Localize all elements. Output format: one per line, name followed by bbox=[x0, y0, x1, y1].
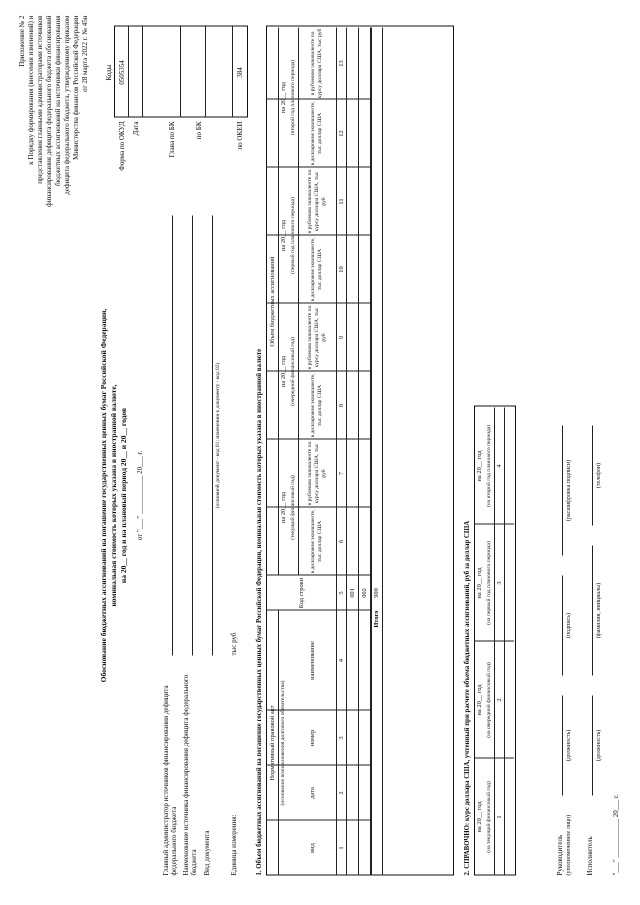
rate-year-1: на 20__ год bbox=[475, 801, 483, 832]
total-label: Итого bbox=[372, 610, 380, 628]
appendix-line1: Приложение № 2 bbox=[18, 15, 26, 67]
year-4-header: на 20__ год bbox=[279, 81, 287, 113]
executor-phone-field[interactable] bbox=[592, 425, 593, 525]
usd-header-1: в долларовом эквиваленте, тыс доллар США bbox=[310, 509, 323, 573]
codes-box bbox=[114, 25, 248, 117]
signature-date: "___" ___________ 20___ г. bbox=[612, 793, 620, 875]
col-num-12: 12 bbox=[337, 129, 345, 137]
doctype-field[interactable] bbox=[212, 215, 213, 655]
appendix-line3: представления главными администраторами источников bbox=[36, 15, 44, 184]
rate-table bbox=[474, 405, 516, 875]
usd-header-2: в долларовом эквиваленте, тыс доллар США bbox=[310, 373, 323, 437]
head-decode-field[interactable] bbox=[562, 425, 563, 555]
title-date: от "___" ___________ 20___ г. bbox=[136, 450, 144, 540]
section1-title: 1. Объем бюджетных ассигнований на погашение государственных ценных бумаг Российской Федерации, номинальная стоимость которых указана в иностранной валюте bbox=[256, 348, 263, 875]
rate-year-sub-4: (на второй год планового периода) bbox=[485, 424, 492, 507]
bk-label2: по БК bbox=[195, 121, 203, 139]
col-name: наименование bbox=[308, 640, 316, 680]
total-bottom bbox=[382, 27, 383, 875]
rate-year-2: на 20__ год bbox=[475, 684, 483, 715]
rate-year-4: на 20__ год bbox=[475, 450, 483, 481]
appendix-line2: к Порядку формирования (внесения изменений) и bbox=[27, 15, 35, 165]
year-2-header: на 20__ год bbox=[279, 355, 287, 387]
year-3-header: на 20__ год bbox=[279, 219, 287, 251]
appendix-line5: бюджетных ассигнований на источники финансирования bbox=[54, 15, 62, 186]
executor-phone-caption: (телефон) bbox=[596, 462, 602, 488]
head-sub: (уполномоченное лицо) bbox=[566, 814, 572, 875]
appendix-line6: дефицита федерального бюджета, утвержденному приказом bbox=[63, 15, 71, 195]
executor-fio-field[interactable] bbox=[592, 545, 593, 675]
rate-num-2: 2 bbox=[495, 697, 503, 702]
npa-header: Нормативный правовой акт bbox=[268, 705, 276, 780]
head-position-field[interactable] bbox=[562, 695, 563, 795]
rate-year-sub-2: (на очередной финансовый год) bbox=[485, 661, 492, 738]
col-num-10: 10 bbox=[337, 265, 345, 273]
year-4-subheader: (второй год планового периода) bbox=[289, 59, 296, 135]
executor-position-caption: (должность) bbox=[596, 729, 602, 761]
year-1-subheader: (текущий финансовый год) bbox=[289, 474, 296, 540]
rate-table-line bbox=[504, 407, 505, 875]
col-num-8: 8 bbox=[337, 403, 345, 407]
usd-header-3: в долларовом эквиваленте, тыс доллар США bbox=[310, 237, 323, 301]
section2-title: 2. СПРАВОЧНО: курс доллара США, учтенный при расчете объема бюджетных ассигнований, руб за доллар США bbox=[464, 520, 471, 875]
okud-label: Форма по ОКУД bbox=[118, 121, 126, 171]
rate-num-4: 4 bbox=[495, 463, 503, 468]
col-num-1: 1 bbox=[337, 845, 345, 850]
rub-header-1: в рублевом эквиваленте по курсу доллара США, тыс руб bbox=[306, 441, 327, 505]
okei-label: по ОКЕИ bbox=[236, 121, 244, 150]
admin-label: Главный администратор источников финансирования дефицита федерального бюджета bbox=[162, 684, 178, 875]
unit-value: тыс руб bbox=[230, 632, 238, 655]
rate-year-sub-3: (на первый год планового периода) bbox=[485, 540, 492, 625]
col-num-5: 5 bbox=[337, 590, 345, 595]
rub-header-4: в рублевом эквиваленте по курсу доллара США, тыс руб bbox=[310, 28, 323, 98]
head-signature-field[interactable] bbox=[562, 575, 563, 675]
executor-position-field[interactable] bbox=[592, 695, 593, 795]
row2-top bbox=[358, 27, 359, 875]
title-line3: на 20__ год и на плановый период 20__ и 20__ годов bbox=[119, 407, 128, 583]
date-label: Дата bbox=[132, 121, 140, 135]
col-num-2: 2 bbox=[337, 790, 345, 795]
rate-num-1: 1 bbox=[495, 814, 503, 819]
col-date: дата bbox=[308, 786, 316, 799]
appendix-line7: Министерства финансов Российской Федерации bbox=[72, 15, 80, 160]
volume-header: Объем бюджетных ассигнований bbox=[268, 255, 276, 347]
executor-fio-caption: (фамилия, инициалы) bbox=[596, 582, 602, 638]
col-number: номер bbox=[308, 729, 316, 746]
year-2-subheader: (очередной финансовый год) bbox=[289, 336, 296, 406]
admin-field[interactable] bbox=[172, 215, 173, 655]
rate-year-sub-1: (на текущий финансовый год) bbox=[485, 780, 492, 853]
year-3-subheader: (первый год планового периода) bbox=[289, 196, 296, 274]
col-num-3: 3 bbox=[337, 735, 345, 740]
codes-header: Коды bbox=[105, 64, 113, 80]
col-code: Код строки bbox=[297, 577, 305, 608]
col-num-7: 7 bbox=[337, 471, 345, 475]
head-position-caption: (должность) bbox=[566, 729, 572, 761]
head-decode-caption: (расшифровка подписи) bbox=[566, 459, 572, 521]
col-num-11: 11 bbox=[337, 197, 345, 205]
appendix-line4: финансирования дефицита федерального бюджета обоснований bbox=[45, 15, 53, 207]
source-field[interactable] bbox=[192, 215, 193, 655]
npa-subheader: (основание возникновения долгового обязательства) bbox=[279, 680, 286, 805]
bk-label1: Глава по БК bbox=[168, 121, 176, 157]
row-code-002: 002 bbox=[360, 587, 368, 598]
executor-label: Исполнитель bbox=[586, 835, 594, 875]
col-num-9: 9 bbox=[337, 335, 345, 339]
col-num-13: 13 bbox=[337, 59, 345, 67]
row-code-001: 001 bbox=[348, 587, 356, 598]
rub-header-2: в рублевом эквиваленте по курсу доллара США, тыс руб bbox=[306, 305, 327, 369]
total-top2 bbox=[371, 27, 372, 875]
head-signature-caption: (подпись) bbox=[566, 612, 572, 638]
rate-year-3: на 20__ год bbox=[475, 567, 483, 598]
source-label: Наименование источника финансирования дефицита федерального бюджета bbox=[182, 674, 198, 875]
rate-num-3: 3 bbox=[495, 580, 503, 585]
doctype-label: Вид документа bbox=[203, 829, 211, 875]
head-label: Руководитель bbox=[556, 834, 564, 875]
title-line2: номинальная стоимость которых указана в иностранной валюте, bbox=[109, 383, 118, 607]
doctype-hint: (основной документ - код 01; изменения к документу - код 02) bbox=[215, 362, 221, 508]
total-code: 900 bbox=[372, 587, 380, 598]
row1-top bbox=[346, 27, 347, 875]
col-vid: вид bbox=[308, 842, 316, 853]
usd-header-4: в долларовом эквиваленте, тыс доллар США bbox=[310, 101, 323, 165]
title-line1: Обоснование бюджетных ассигнований на погашение государственных ценных бумаг Российской Федерации, bbox=[99, 308, 108, 682]
appendix-line8: от 28 марта 2022 г. № 45н bbox=[81, 15, 89, 92]
okud-value: 0505354 bbox=[118, 59, 126, 85]
okei-value: 384 bbox=[236, 66, 244, 78]
rub-header-3: в рублевом эквиваленте по курсу доллара США, тыс руб bbox=[306, 169, 327, 233]
col-num-4: 4 bbox=[337, 658, 345, 662]
year-1-header: на 20__ год bbox=[279, 491, 287, 523]
budget-table bbox=[266, 25, 454, 875]
col-num-6: 6 bbox=[337, 539, 345, 543]
unit-label: Единица измерения: bbox=[230, 814, 238, 875]
